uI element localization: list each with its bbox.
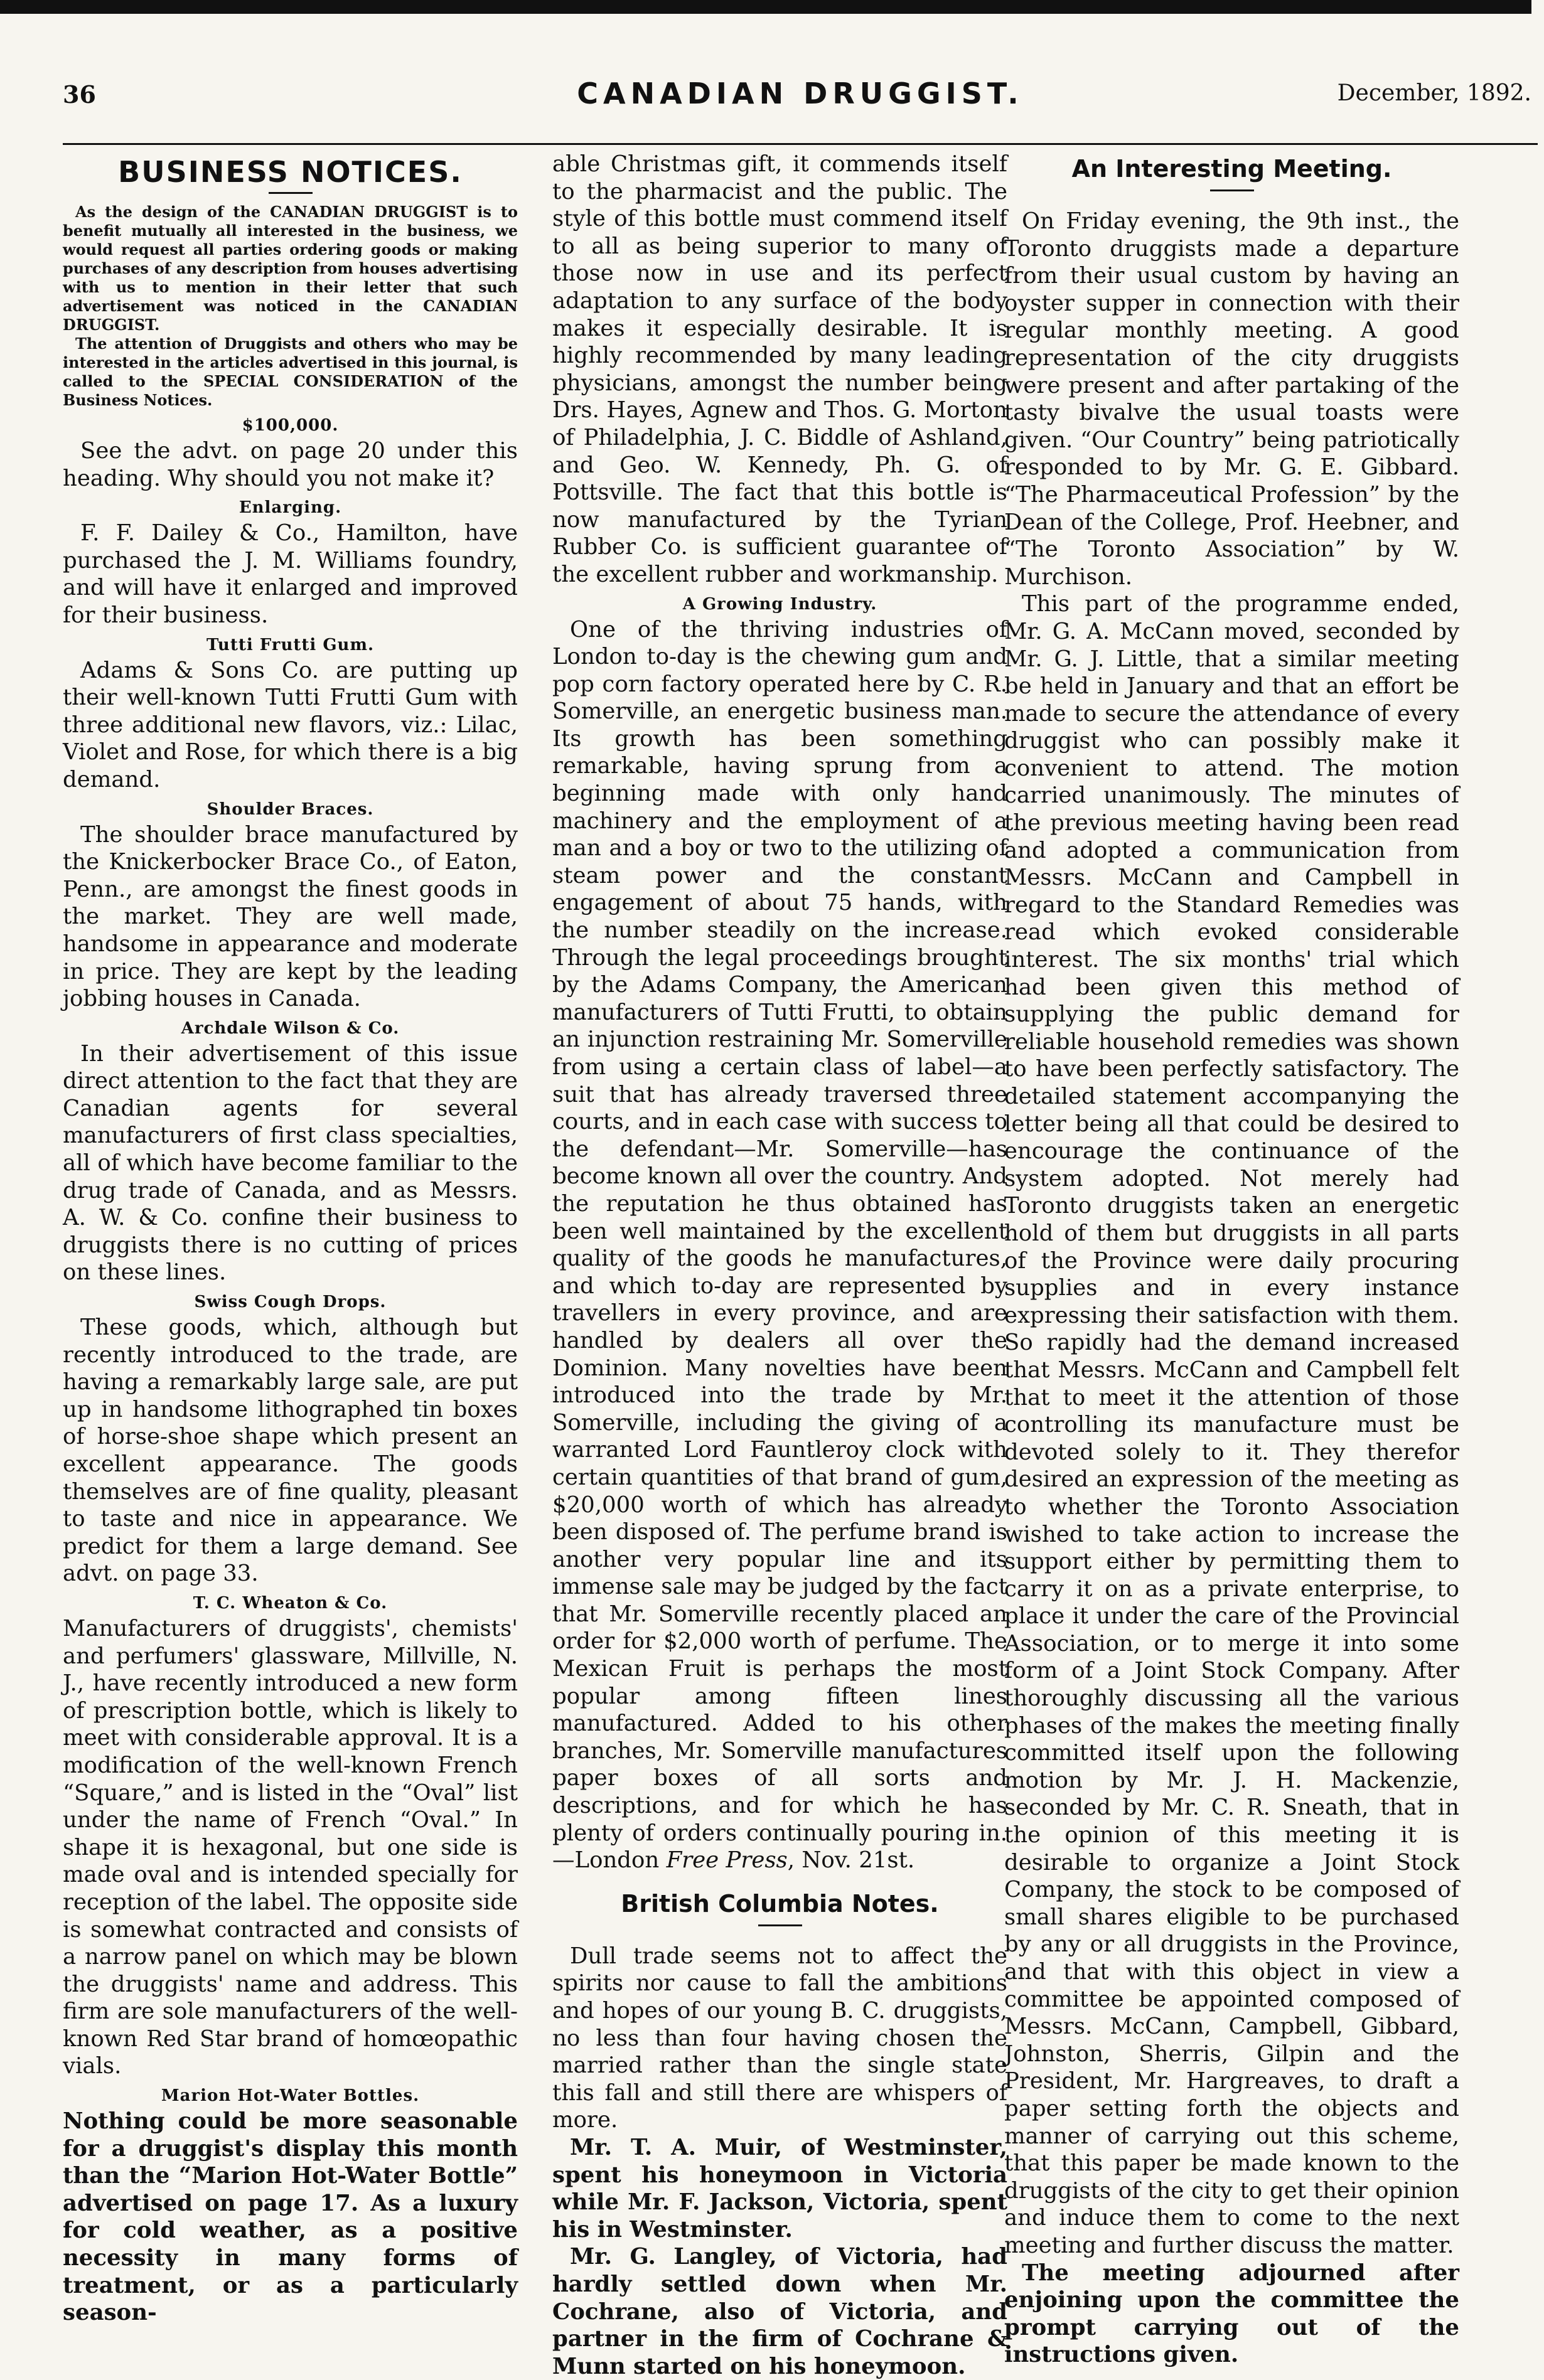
- bc-note-paragraph: Mr. G. Langley, of Victoria, had hardly settled down when Mr. Cochrane, also of Victoria, and partner in the firm of Cochrane & Munn started on his honeymoon.: [552, 2244, 1007, 2379]
- meeting-paragraph: On Friday evening, the 9th inst., the Toronto druggists made a departure from their usual custom by having an oyster supper in connection with their regular monthly meeting. A good representation of the city druggists were present and after partaking of the tasty bivalve the usual toasts were given. “Our Country” being patriotically responded to by Mr. G. E. Gibbard. “The Pharmaceutical Profession” by the Dean of the College, Prof. Heebner, and “The Toronto Association” by W. Murchison.: [1004, 208, 1459, 590]
- notice-paragraph: In their advertisement of this issue direct attention to the fact that they are Canadian agents for several manufacturers of first class specialties, all of which have become familiar to the drug trade of Canada, and as Messrs. A. W. & Co. confine their business to druggists there is no cutting of prices on these lines.: [63, 1040, 518, 1286]
- business-notices-title: BUSINESS NOTICES.: [118, 155, 463, 189]
- bc-note-paragraph: Dull trade seems not to affect the spirits nor cause to fall the ambitions and hopes of our young B. C. druggists, no less than four having chosen the married rather than the single state this fall and still there are whispers of more.: [552, 1943, 1007, 2133]
- meeting-title: An Interesting Meeting.: [1071, 155, 1392, 183]
- business-notices-list: [63, 415, 518, 2327]
- growing-industry-text: One of the thriving industries of London to-day is the chewing gum and pop corn factory operated here by C. R. Somerville, an energetic business man. Its growth has been something remarkable, having sprung from a beginning made with only hand machinery and the employment of a man and a boy or two to the utilizing of steam power and the constant engagement of about 75 hands, with the number steadily on the increase. Through the legal proceedings brought by the Adams Company, the American manufacturers of Tutti Frutti, to obtain an injunction restraining Mr. Somerville from using a certain class of label—a suit that has already traversed three courts, and in each case with success to the defendant—Mr. Somerville—has become known all over the country. And the reputation he thus obtained has been well maintained by the excellent quality of the goods he manufactures, and which to-day are represented by travellers in every province, and are handled by dealers all over the Dominion. Many novelties have been introduced into the trade by Mr. Somerville, including the giving of a warranted Lord Fauntleroy clock with certain quantities of that brand of gum, $20,000 worth of which has already been disposed of. The perfume brand is another very popular line and its immense sale may be judged by the fact that Mr. Somerville recently placed an order for $2,000 worth of perfume. The Mexican Fruit is perhaps the most popular among fifteen lines manufactured. Added to his other branches, Mr. Somerville manufactures paper boxes of all sorts and descriptions, and for which he has plenty of orders continually pouring in.—London: [552, 616, 1007, 1874]
- source-name: Free Press: [666, 1847, 788, 1874]
- notice-heading: Enlarging.: [239, 498, 342, 518]
- notice-paragraph: See the advt. on page 20 under this heading. Why should you not make it?: [63, 438, 518, 491]
- title-rule: [269, 192, 313, 194]
- intro-paragraph: The attention of Druggists and others who may be interested in the articles advertised in this journal, is called to the SPECIAL CONSIDERATION of the Business Notices.: [63, 334, 518, 409]
- notice-heading: Shoulder Braces.: [206, 799, 374, 819]
- notice-heading: $100,000.: [242, 416, 339, 435]
- bc-notes-list: [552, 1943, 1007, 2380]
- header-rule: [63, 143, 1538, 145]
- column-middle: [552, 151, 1007, 2380]
- growing-industry-paragraph: [552, 616, 1007, 1874]
- growing-industry-heading: A Growing Industry.: [682, 594, 877, 614]
- notice-paragraph: These goods, which, although but recently introduced to the trade, are having a remarkably large sale, are put up in handsome lithographed tin boxes of horse-shoe shape which present an excellent appearance. The goods themselves are of fine quality, pleasant to taste and nice in appearance. We predict for them a large demand. See advt. on page 33.: [63, 1315, 518, 1587]
- page-number: 36: [63, 80, 96, 109]
- meeting-paragraph: This part of the programme ended, Mr. G. A. McCann moved, seconded by Mr. G. J. Little, that a similar meeting be held in January and that an effort be made to secure the attendance of every druggist who can possibly make it convenient to attend. The motion carried unanimously. The minutes of the previous meeting having been read and adopted a communication from Messrs. McCann and Campbell in regard to the Standard Remedies was read which evoked considerable interest. The six months' trial which had been given this method of supplying the public demand for reliable household remedies was shown to have been perfectly satisfactory. The detailed statement accompanying the letter being all that could be desired to encourage the continuance of the system adopted. Not merely had Toronto druggists taken an energetic hold of them but druggists in all parts of the Province were daily procuring supplies and in every instance expressing their satisfaction with them. So rapidly had the demand increased that Messrs. McCann and Campbell felt that to meet it the attention of those controlling its manufacture must be devoted solely to it. They therefor desired an expression of the meeting as to whether the Toronto Association wished to take action to increase the support either by permitting them to carry it on as a private enterprise, to place it under the care of the Provincial Association, or to merge it into some form of a Joint Stock Company. After thoroughly discussing all the various phases of the makes the meeting finally committed itself upon the following motion by Mr. J. H. Mackenzie, seconded by Mr. C. R. Sneath, that in the opinion of this meeting it is desirable to organize a Joint Stock Company, the stock to be composed of small shares eligible to be purchased by any or all druggists in the Province, and that with this object in view a committee be appointed composed of Messrs. McCann, Campbell, Gibbard, Johnston, Sherris, Gilpin and the President, Mr. Hargreaves, to draft a paper setting forth the objects and manner of carrying out this scheme, that this paper be made known to the druggists of the city to get their opinion and induce them to come to the next meeting and further discuss the matter.: [1004, 591, 1459, 2258]
- notice-heading: Archdale Wilson & Co.: [181, 1018, 400, 1038]
- bc-note-paragraph: Mr. T. A. Muir, of Westminster, spent his honeymoon in Victoria while Mr. F. Jackson, Victoria, spent his in Westminster.: [552, 2134, 1007, 2243]
- notice-heading: Tutti Frutti Gum.: [206, 635, 375, 654]
- column-meeting: [1004, 151, 1459, 2369]
- meeting-paragraph: The meeting adjourned after enjoining upon the committee the prompt carrying out of the instructions given.: [1004, 2260, 1459, 2368]
- notice-heading: Swiss Cough Drops.: [194, 1293, 387, 1312]
- notice-paragraph: Manufacturers of druggists', chemists' and perfumers' glassware, Millville, N. J., have recently introduced a new form of prescription bottle, which is likely to meet with considerable approval. It is a modification of the well-known French “Square,” and is listed in the “Oval” list under the name of French “Oval.” In shape it is hexagonal, but one side is made oval and is intended specially for reception of the label. The opposite side is somewhat contracted and consists of a narrow panel on which may be blown the druggists' name and address. This firm are sole manufacturers of the well-known Red Star brand of homœopathic vials.: [63, 1615, 518, 2079]
- marion-continued-paragraph: able Christmas gift, it commends itself to the pharmacist and the public. The style of this bottle must commend itself to all as being superior to many of those now in use and its perfect adaptation to any surface of the body makes it especially desirable. It is highly recommended by many leading physicians, amongst the number being Drs. Hayes, Agnew and Thos. G. Morton of Philadelphia, J. C. Biddle of Ashland, and Geo. W. Kennedy, Ph. G. of Pottsville. The fact that this bottle is now manufactured by the Tyrian Rubber Co. is sufficient guarantee of the excellent rubber and workmanship.: [552, 151, 1007, 587]
- intro-paragraph: As the design of the CANADIAN DRUGGIST is to benefit mutually all interested in the business, we would request all parties ordering goods or making purchases of any description from houses advertising with us to mention in their letter that such advertisement was noticed in the CANADIAN DRUGGIST.: [63, 203, 518, 334]
- notice-paragraph: The shoulder brace manufactured by the Knickerbocker Brace Co., of Eaton, Penn., are amongst the finest goods in the market. They are well made, handsome in appearance and moderate in price. They are kept by the leading jobbing houses in Canada.: [63, 821, 518, 1012]
- bc-notes-rule: [758, 1924, 802, 1926]
- meeting-rule: [1210, 189, 1254, 191]
- page-header: [63, 77, 1538, 118]
- notice-paragraph: Adams & Sons Co. are putting up their well-known Tutti Frutti Gum with three additional new flavors, viz.: Lilac, Violet and Rose, for which there is a big demand.: [63, 657, 518, 792]
- top-border-bar: [0, 0, 1531, 14]
- business-notices-intro: [63, 203, 518, 410]
- notice-paragraph: F. F. Dailey & Co., Hamilton, have purchased the J. M. Williams foundry, and will have it enlarged and improved for their business.: [63, 520, 518, 628]
- source-date: , Nov. 21st.: [787, 1847, 915, 1874]
- journal-title: CANADIAN DRUGGIST.: [577, 77, 1024, 110]
- bc-notes-title: British Columbia Notes.: [621, 1889, 939, 1918]
- notice-paragraph: Nothing could be more seasonable for a druggist's display this month than the “Marion Hot-Water Bottle” advertised on page 17. As a luxury for cold weather, as a positive necessity in many forms of treatment, or as a particularly season-: [63, 2108, 518, 2326]
- notice-heading: T. C. Wheaton & Co.: [193, 1593, 388, 1613]
- meeting-paragraphs: [1004, 208, 1459, 2369]
- column-business-notices: [63, 151, 518, 2327]
- notice-heading: Marion Hot-Water Bottles.: [161, 2086, 420, 2106]
- issue-date: December, 1892.: [1337, 80, 1531, 106]
